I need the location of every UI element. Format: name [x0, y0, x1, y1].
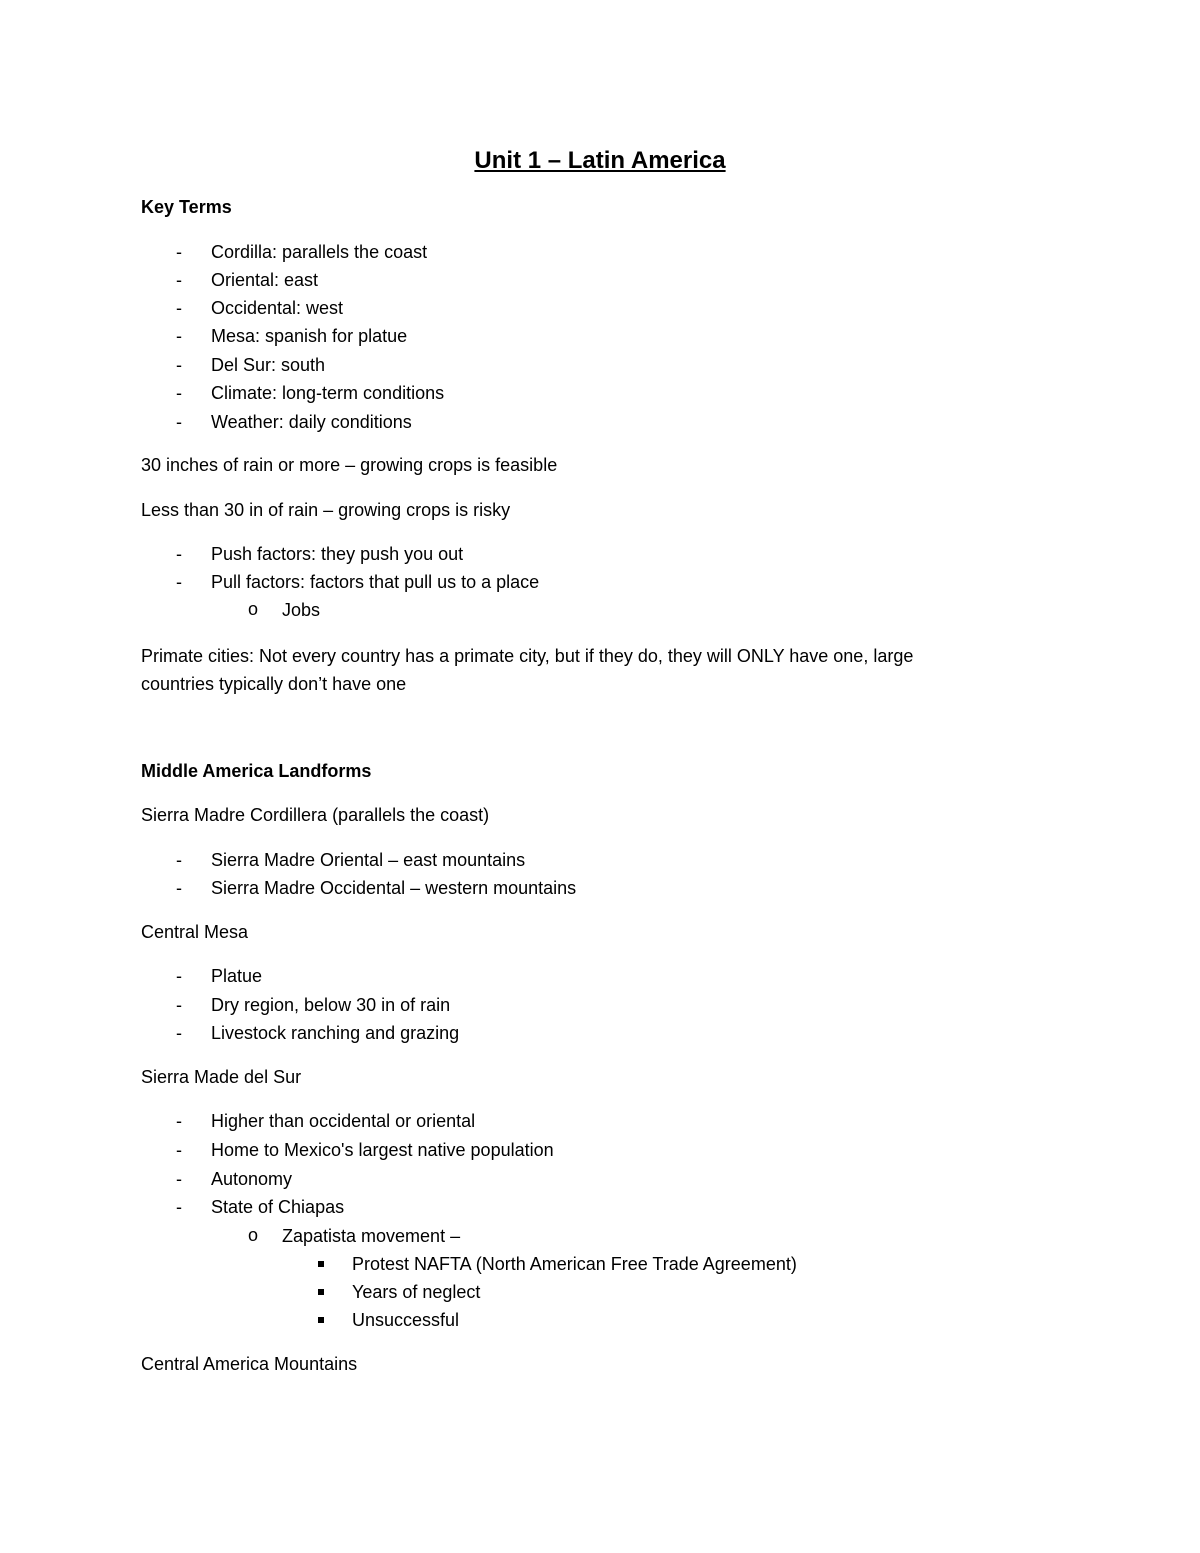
dash-marker: -	[176, 1140, 182, 1160]
del-sur-item: Home to Mexico's largest native population	[211, 1140, 554, 1160]
dash-marker: -	[176, 995, 182, 1015]
dash-marker: -	[176, 242, 182, 262]
dash-marker: -	[176, 412, 182, 432]
pull-factors-item: Pull factors: factors that pull us to a place	[211, 572, 540, 592]
dash-marker: -	[176, 544, 182, 564]
sierra-madre-item: Sierra Madre Oriental – east mountains	[211, 850, 526, 870]
del-sur-item: Higher than occidental or oriental	[211, 1111, 476, 1131]
zapatista-detail: Unsuccessful	[352, 1310, 460, 1330]
central-mesa-item: Livestock ranching and grazing	[211, 1023, 460, 1043]
jobs-subitem: Jobs	[282, 600, 321, 620]
zapatista-subitem: Zapatista movement –	[282, 1226, 461, 1246]
zapatista-detail: Years of neglect	[352, 1282, 481, 1302]
dash-marker: -	[176, 1111, 182, 1131]
square-bullet-icon	[318, 1261, 324, 1267]
central-mesa-item: Dry region, below 30 in of rain	[211, 995, 451, 1015]
square-bullet-icon	[318, 1317, 324, 1323]
key-term-item: Weather: daily conditions	[211, 412, 412, 432]
dash-marker: -	[176, 878, 182, 898]
dash-marker: -	[176, 1197, 182, 1217]
zapatista-detail: Protest NAFTA (North American Free Trade Agreement)	[352, 1254, 797, 1274]
del-sur-item: Autonomy	[211, 1169, 293, 1189]
circle-marker: o	[248, 1225, 259, 1245]
dash-marker: -	[176, 298, 182, 318]
primate-cities-line-1: Primate cities: Not every country has a primate city, but if they do, they will ONLY have one, large	[141, 646, 914, 666]
middle-america-heading: Middle America Landforms	[141, 761, 372, 781]
del-sur-item: State of Chiapas	[211, 1197, 345, 1217]
dash-marker: -	[176, 572, 182, 592]
primate-cities-line-2: countries typically don’t have one	[141, 674, 407, 694]
key-terms-heading: Key Terms	[141, 197, 232, 217]
central-america-label: Central America Mountains	[141, 1354, 358, 1374]
del-sur-label: Sierra Made del Sur	[141, 1067, 302, 1087]
dash-marker: -	[176, 966, 182, 986]
key-term-item: Occidental: west	[211, 298, 344, 318]
dash-marker: -	[176, 355, 182, 375]
key-term-item: Mesa: spanish for platue	[211, 326, 408, 346]
square-bullet-icon	[318, 1289, 324, 1295]
key-term-item: Oriental: east	[211, 270, 319, 290]
key-term-item: Cordilla: parallels the coast	[211, 242, 428, 262]
circle-marker: o	[248, 599, 259, 619]
dash-marker: -	[176, 270, 182, 290]
push-factors-item: Push factors: they push you out	[211, 544, 464, 564]
dash-marker: -	[176, 1023, 182, 1043]
central-mesa-label: Central Mesa	[141, 922, 249, 942]
rain-line-risky: Less than 30 in of rain – growing crops is risky	[141, 500, 511, 520]
central-mesa-item: Platue	[211, 966, 263, 986]
sierra-madre-label: Sierra Madre Cordillera (parallels the coast)	[141, 805, 490, 825]
rain-line-feasible: 30 inches of rain or more – growing crops is feasible	[141, 455, 558, 475]
key-term-item: Climate: long-term conditions	[211, 383, 445, 403]
dash-marker: -	[176, 850, 182, 870]
key-term-item: Del Sur: south	[211, 355, 326, 375]
dash-marker: -	[176, 1169, 182, 1189]
sierra-madre-item: Sierra Madre Occidental – western mountains	[211, 878, 577, 898]
page-title: Unit 1 – Latin America	[474, 147, 726, 174]
dash-marker: -	[176, 383, 182, 403]
dash-marker: -	[176, 326, 182, 346]
